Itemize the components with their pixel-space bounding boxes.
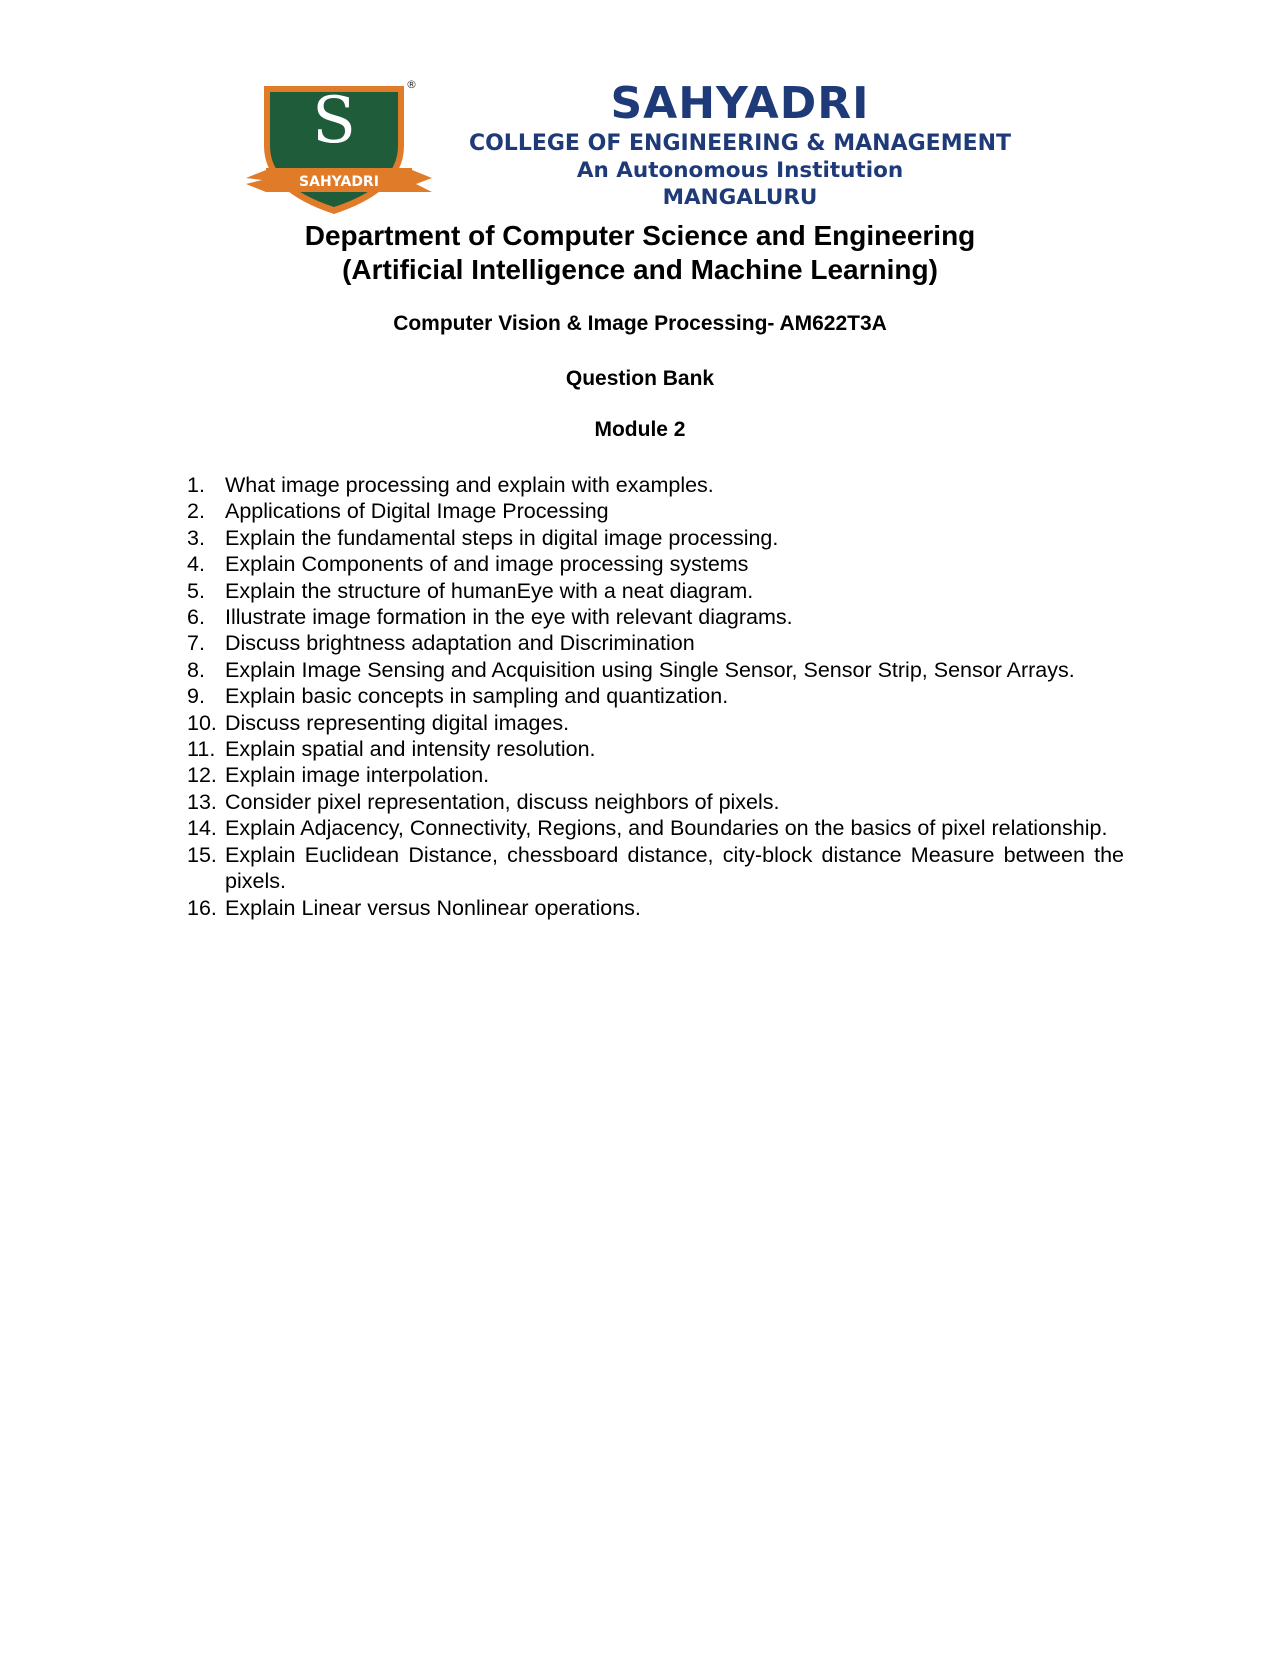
question-text: Illustrate image formation in the eye with relevant diagrams. [225, 605, 793, 630]
registered-mark: ® [406, 78, 417, 91]
question-text: Explain the fundamental steps in digital image processing. [225, 525, 779, 550]
question-item [187, 578, 1124, 604]
question-text: Explain Euclidean Distance, chessboard distance, city-block distance Measure between the pixels. [225, 842, 1124, 894]
college-logo [244, 76, 434, 216]
brand-name: SAHYADRI [610, 78, 870, 129]
question-number: 9. [187, 684, 205, 709]
department-line-1: Department of Computer Science and Engineering [304, 220, 976, 251]
question-list [187, 472, 1124, 921]
question-text: Discuss representing digital images. [225, 710, 570, 735]
question-item [187, 657, 1124, 683]
question-number: 7. [187, 631, 205, 656]
question-item [187, 710, 1124, 736]
question-number: 12. [187, 763, 217, 788]
question-number: 15. [187, 842, 217, 867]
question-item [187, 630, 1124, 656]
question-text: Explain Linear versus Nonlinear operations. [225, 895, 641, 920]
question-item [187, 789, 1124, 815]
brand-block [440, 78, 1040, 211]
question-number: 10. [187, 710, 217, 735]
question-text: Explain Components of and image processing systems [225, 552, 749, 577]
question-number: 16. [187, 895, 217, 920]
question-number: 3. [187, 525, 205, 550]
question-text: Explain image interpolation. [225, 763, 490, 788]
question-text: Explain basic concepts in sampling and quantization. [225, 684, 729, 709]
logo-ribbon-text: SAHYADRI [299, 174, 379, 190]
question-number: 5. [187, 578, 205, 603]
question-text: Explain Image Sensing and Acquisition using Single Sensor, Sensor Strip, Sensor Arrays. [225, 657, 1075, 682]
question-text: Explain spatial and intensity resolution. [225, 737, 596, 762]
question-item [187, 525, 1124, 551]
document-type: Question Bank [565, 367, 715, 390]
question-number: 1. [187, 473, 205, 497]
college-name: COLLEGE OF ENGINEERING & MANAGEMENT [468, 131, 1012, 156]
question-number: 4. [187, 552, 205, 577]
question-number: 6. [187, 605, 205, 630]
question-text: Explain Adjacency, Connectivity, Regions, and Boundaries on the basics of pixel relationship. [225, 816, 1108, 841]
question-number: 14. [187, 816, 217, 841]
question-item [187, 895, 1124, 921]
question-item [187, 736, 1124, 762]
question-text: Applications of Digital Image Processing [225, 499, 609, 524]
question-number: 2. [187, 499, 205, 524]
question-item [187, 842, 1124, 895]
question-text: Discuss brightness adaptation and Discrimination [225, 631, 695, 656]
question-number: 13. [187, 789, 217, 814]
letterhead [0, 70, 1280, 220]
department-title [0, 219, 1280, 287]
institution-type: An Autonomous Institution [576, 158, 904, 183]
question-item [187, 683, 1124, 709]
question-item [187, 815, 1124, 841]
question-item [187, 604, 1124, 630]
college-location: MANGALURU [662, 185, 818, 210]
question-number: 11. [187, 737, 216, 762]
question-text: Explain the structure of humanEye with a neat diagram. [225, 578, 754, 603]
department-line-2: (Artificial Intelligence and Machine Learning) [342, 254, 938, 285]
question-text: What image processing and explain with examples. [225, 473, 714, 497]
question-text: Consider pixel representation, discuss neighbors of pixels. [225, 789, 780, 814]
question-item [187, 472, 1124, 498]
question-number: 8. [187, 657, 205, 682]
module-title: Module 2 [594, 418, 686, 441]
question-item [187, 498, 1124, 524]
question-item [187, 762, 1124, 788]
logo-letter: S [312, 84, 356, 158]
question-item [187, 551, 1124, 577]
course-title: Computer Vision & Image Processing- AM622T3A [393, 312, 887, 335]
